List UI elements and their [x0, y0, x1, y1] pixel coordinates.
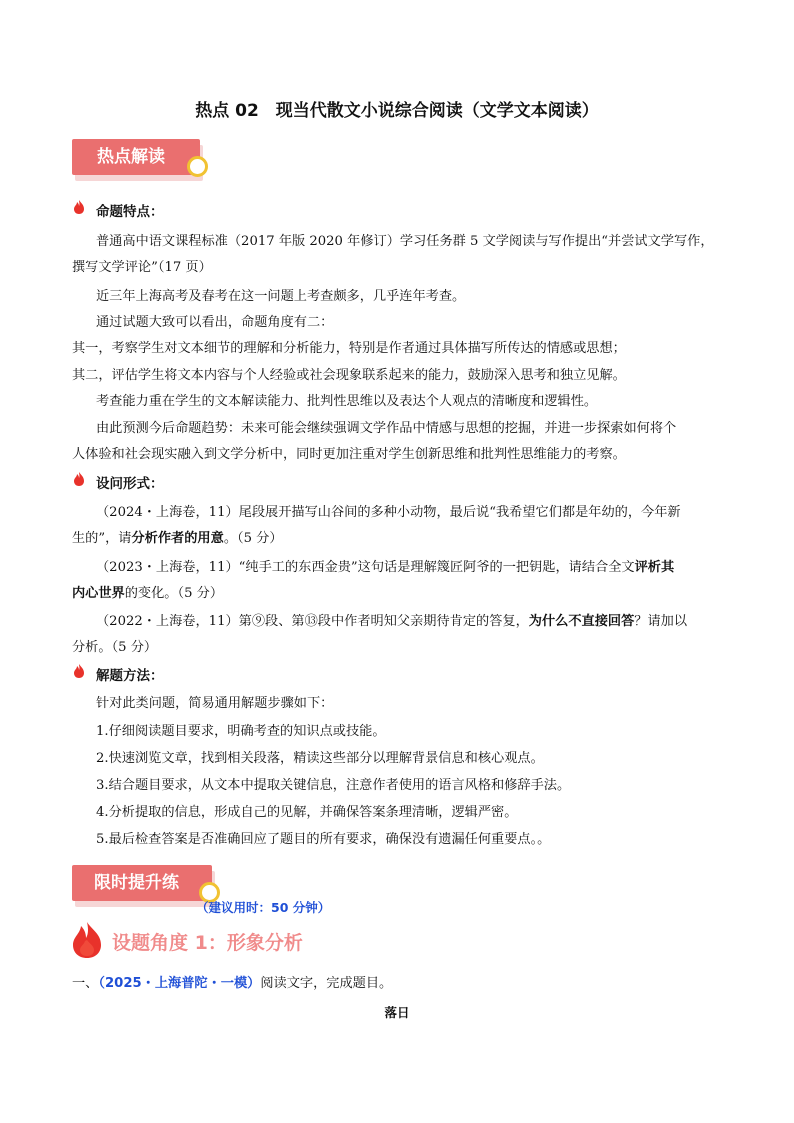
question-example-1-cont — [72, 527, 283, 546]
paragraph-line: 近三年上海高考及春考在这一问题上考查颇多，几乎连年考查。 — [96, 289, 466, 304]
paragraph-line: 普通高中语文课程标准（2017 年版 2020 年修订）学习任务群 5 文学阅读与写作提出“并尝试文学写作， — [96, 234, 714, 249]
question-example-2-cont — [72, 582, 223, 601]
question-text: 阅读文字，完成题目。 — [260, 976, 393, 991]
ring-icon — [187, 156, 208, 177]
paragraph-line: 撰写文学评论”（17 页） — [72, 260, 212, 275]
key-phrase: 为什么不直接回答 — [528, 614, 635, 629]
text-segment: 的变化。（5 分） — [124, 586, 224, 601]
passage-title: 落日 — [384, 1005, 410, 1020]
methods-intro: 针对此类问题，简易通用解题步骤如下： — [96, 696, 334, 711]
text-segment: 。（5 分） — [223, 531, 283, 546]
paragraph-line: 考查能力重在学生的文本解读能力、批判性思维以及表达个人观点的清晰度和逻辑性。 — [96, 394, 598, 409]
section-heading-features: 命题特点： — [96, 204, 164, 220]
flame-icon — [74, 472, 84, 486]
text-segment: （2022・上海卷，11）第⑨段、第⑬段中作者明知父亲期待肯定的答复， — [96, 614, 529, 629]
question-example-1: （2024・上海卷，11）尾段展开描写山谷间的多种小动物，最后说“我希望它们都是年幼的，今年新 — [96, 505, 681, 520]
question-example-3 — [96, 610, 687, 629]
text-segment: ？请加以 — [634, 614, 688, 629]
paragraph-line: 由此预测今后命题趋势：未来可能会继续强调文学作品中情感与思想的挖掘，并进一步探索如何将个 — [96, 421, 677, 436]
paragraph-line: 人体验和社会现实融入到文学分析中，同时更加注重对学生创新思维和批判性思维能力的考察。 — [72, 447, 626, 462]
method-step: 4.分析提取的信息，形成自己的见解，并确保答案条理清晰，逻辑严密。 — [96, 805, 518, 820]
question-prefix: 一、 — [72, 976, 99, 991]
flame-icon — [74, 664, 84, 678]
section-heading-methods: 解题方法： — [96, 668, 164, 684]
method-step: 3.结合题目要求，从文本中提取关键信息，注意作者使用的语言风格和修辞手法。 — [96, 778, 571, 793]
key-phrase: 分析作者的用意 — [131, 531, 224, 546]
section-heading-question-forms: 设问形式： — [96, 476, 164, 492]
question-example-3-cont: 分析。（5 分） — [72, 640, 158, 655]
flame-icon — [74, 200, 84, 214]
angle-title: 设题角度 1：形象分析 — [112, 932, 303, 954]
flame-icon — [72, 922, 102, 958]
method-step: 5.最后检查答案是否准确回应了题目的所有要求，确保没有遗漏任何重要点。。 — [96, 832, 551, 847]
text-segment: （2023・上海卷，11）“纯手工的东西金贵”这句话是理解篾匠阿爷的一把钥匙，请结合全文 — [96, 560, 635, 575]
page-title: 热点 02 现当代散文小说综合阅读（文学文本阅读） — [195, 101, 599, 121]
hotspot-banner — [72, 139, 212, 185]
key-phrase: 内心世界 — [72, 586, 125, 601]
text-segment: 生的”，请 — [72, 531, 132, 546]
paragraph-line: 其一，考察学生对文本细节的理解和分析能力，特别是作者通过具体描写所传达的情感或思想； — [72, 341, 626, 356]
method-step: 2.快速浏览文章，找到相关段落，精读这些部分以理解背景信息和核心观点。 — [96, 751, 544, 766]
banner-label: 热点解读 — [72, 139, 200, 175]
paragraph-line: 其二，评估学生将文本内容与个人经验或社会现象联系起来的能力，鼓励深入思考和独立见解。 — [72, 368, 626, 383]
question-line — [72, 972, 392, 991]
paragraph-line: 通过试题大致可以看出，命题角度有二： — [96, 315, 334, 330]
suggested-time: （建议用时：50 分钟） — [196, 900, 331, 915]
key-phrase: 评析其 — [634, 560, 675, 575]
question-source: （2025・上海普陀・一模） — [98, 976, 261, 991]
question-example-2 — [96, 556, 674, 575]
method-step: 1.仔细阅读题目要求，明确考查的知识点或技能。 — [96, 724, 386, 739]
banner-label: 限时提升练 — [72, 865, 212, 901]
